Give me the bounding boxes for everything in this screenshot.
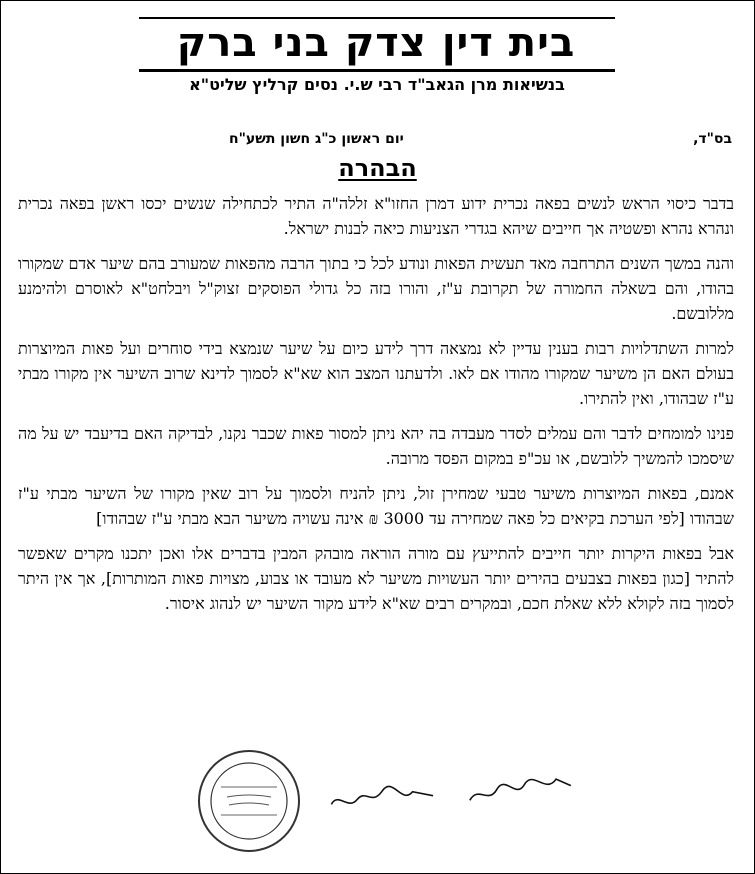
heading-text: הבהרה bbox=[338, 154, 417, 182]
paragraph: והנה במשך השנים התרחבה מאד תעשית הפאות ונודע לכל כי בתוך הרבה מהפאות שמעורב בהם שיער אדם שמקורו בהודו, והם בשאלה החמורה של תקרובת ע"ז, והורו בזה כל גדולי הפוסקים זצוק"ל ויבלחט"א לאוסרם ולהימנע מללובשם. bbox=[17, 254, 734, 323]
bsd-mark: בס"ד, bbox=[693, 131, 732, 147]
signature-1 bbox=[464, 769, 577, 810]
court-stamp bbox=[197, 749, 301, 853]
document-body bbox=[18, 191, 734, 626]
signature-2 bbox=[326, 777, 439, 818]
paragraph: למרות השתדלויות רבות בענין עדיין לא נמצאה דרך לידע כיום על שיער שנמצא בידי סוחרים ועל פאות המיוצרות בעולם האם הן משיער שמקורו מהודו אם לאו. ולדעתנו המצב הוא שא"א לסמוך לדינא שרוב השיער אין מקורו מבתי ע"ז שבהודו, ואין להתירו. bbox=[18, 339, 734, 408]
signature-area bbox=[1, 741, 755, 871]
document-date: יום ראשון כ"ג חשון תשע"ח bbox=[229, 131, 404, 147]
header-divider bbox=[139, 69, 615, 72]
document-heading bbox=[1, 151, 754, 185]
court-title: בית דין צדק בני ברק bbox=[176, 20, 576, 66]
court-subtitle: בנשיאות מרן הגאב"ד רבי ש.י. נסים קרליץ שליט"א bbox=[189, 75, 565, 94]
paragraph: בדבר כיסוי הראש לנשים בפאה נכרית ידוע דמרן החזו"א זללה"ה התיר לכתחילה שנשים יכסו ראשן בפאה נכרית ונהרא נהרא ופשטיה אך חייבים שיהא בגדרי הצניעות כיאה לבנות ישראל. bbox=[18, 194, 734, 238]
paragraph: אבל בפאות היקרות יותר חייבים להתייעץ עם מורה הוראה מובהק המבין בדברים אלו ואכן יתכנו מקרים שאפשר להתיר [כגון בפאות בצבעים בהירים יותר העשויות משיער לא מעובד או צבוע, מצויות פאות המותרות], אך אין היתר לסמוך בזה לקולא ללא שאלת חכם, ובמקרים רבים שא"א לידע מקור השיער יש לנהוג איסור. bbox=[18, 544, 735, 613]
paragraph: פנינו למומחים לדבר והם עמלים לסדר מעבדה בה יהא ניתן למסור פאות שכבר נקנו, לבדיקה האם בדיעבד יש על מה שיסמכו להמשיך ללובשם, או עכ"פ במקום הפסד מרובה. bbox=[18, 424, 734, 468]
paragraph: אמנם, בפאות המיוצרות משיער טבעי שמחירן זול, ניתן להניח ולסמוך על רוב שאין מקורו של השיער מבתי ע"ז שבהודו [לפי הערכת בקיאים כל פאה שמחירה עד 3000 ₪ אינה עשויה משיער הבא מבתי ע"ז שבהודו] bbox=[18, 484, 735, 528]
